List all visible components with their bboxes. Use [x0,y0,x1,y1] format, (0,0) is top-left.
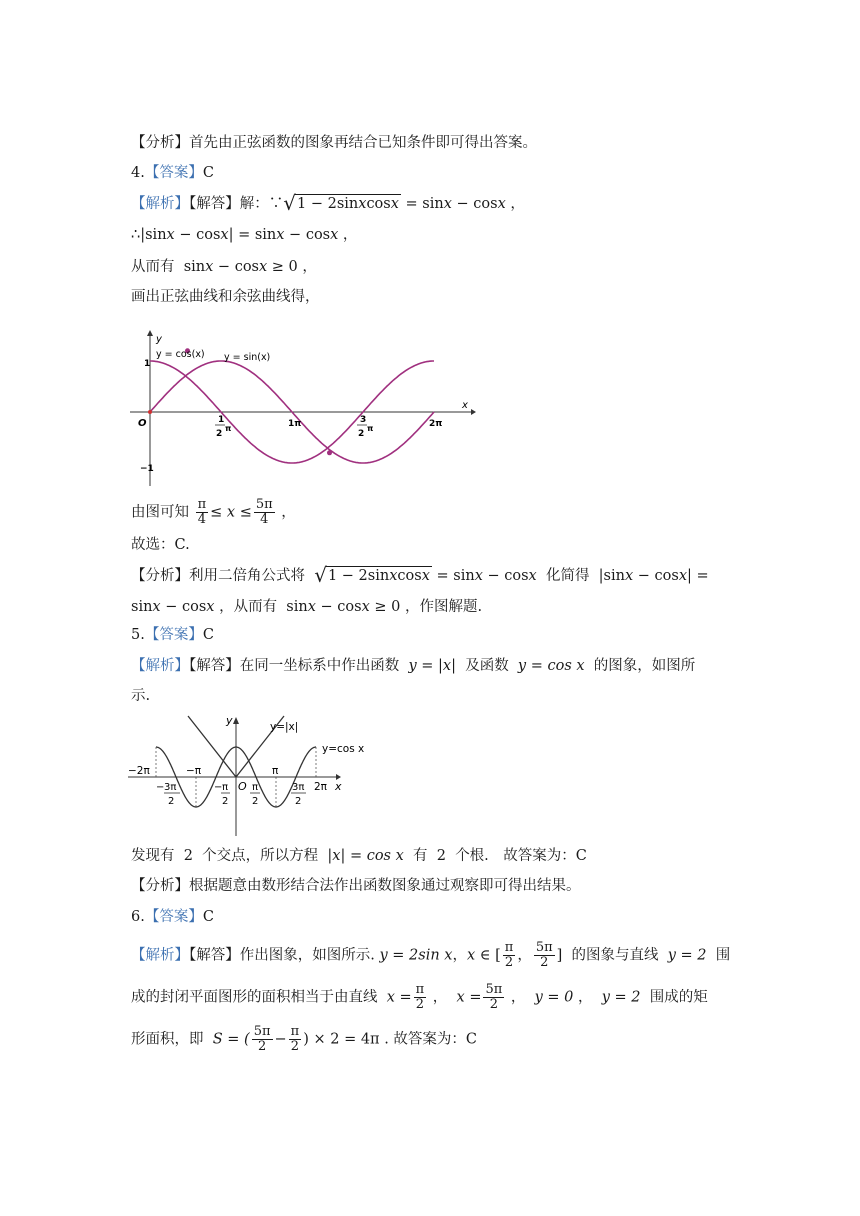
abs-left: |sin [598,568,625,584]
cos-label: y=cos x [322,743,365,755]
solution-text: 围成的矩 [649,989,708,1006]
tick-half-pi-den: 2 [216,429,223,439]
answer-line-5 [131,625,214,645]
sin-cos-graph [126,328,476,488]
origin-label: O [138,418,147,429]
solution-line-5b [131,686,150,706]
solution-text: 示. [131,688,151,704]
analysis-tag: 【分析】 [131,135,189,151]
x-axis-label: x [462,400,468,411]
var-x: x [678,568,688,584]
frac-num: 5π [253,1024,271,1039]
solution-text: . 故答案为：C [379,1031,478,1048]
tick-pi: π [272,765,279,777]
intersection-point [327,450,332,455]
solution-text: 及函数 [465,658,509,674]
frac-den: 2 [489,997,499,1012]
because-symbol: ∵ [268,196,284,212]
tick-neg-three-half-pi: 3π [164,782,177,793]
separator: ， [517,947,532,964]
analysis-text: ，作图解题. [400,599,483,615]
analysis-line-4b [131,597,482,617]
line-end: ， [505,196,525,212]
minus-cos: − cos [482,568,529,584]
fraction-5pi-2 [534,941,555,970]
solution-text: 的图象，如图所 [593,658,696,674]
solution-text: 成的封闭平面图形的面积相当于由直线 [131,989,378,1006]
minus-cos: − cos [174,227,221,243]
answer-tag: 【答案】 [144,909,203,925]
minus-cos: − cos [213,259,259,275]
choose-text: 故选：C. [131,537,190,553]
frac-num: 5π [535,940,553,955]
var-x: x [389,568,398,584]
sqrt-part1: 1 − 2sin [297,196,359,212]
analysis-text: 首先由正弦函数的图象再结合已知条件即可得出答案。 [189,135,537,151]
interval-close: ] [556,947,563,964]
answer-value: C [202,909,214,925]
answer-line-4 [131,163,214,183]
solution-line-4e [131,498,296,527]
var-x: x [259,259,268,275]
separator: ， [428,989,448,1006]
solution-prefix: 解： [239,196,269,212]
line-end: ， [297,259,317,275]
origin-label: O [238,780,247,793]
solution-line-5a [131,656,695,676]
line-y0: y = 0 [534,989,574,1006]
count-value: 2 [183,848,193,864]
tick-three-half-pi: 3π [292,782,305,793]
abs-label: y=|x| [270,721,299,733]
frac-den: 4 [260,512,269,527]
var-x: x [421,568,430,584]
tick-three-half-pi-sym: π [367,424,374,433]
fraction-5pi-2 [252,1025,273,1054]
answer-value: C [202,627,214,643]
frac-den: 2 [257,1039,267,1054]
function-cos: y = cos x [517,658,585,674]
analysis-text: ，从而有 [214,599,278,615]
var-x: x [205,259,214,275]
analysis-tag: 【分析】 [131,568,189,584]
tick-den: 2 [252,796,259,807]
x-axis-label: x [335,780,342,793]
abs-right: | = [687,568,709,584]
line-y2: y = 2 [667,947,707,964]
solution-text: 在同一坐标系中作出函数 [239,658,400,674]
cos-text: cos [397,568,422,584]
analysis-tag: 【分析】 [131,878,189,894]
cos-text: cos [366,196,391,212]
frac-den: 4 [197,512,207,527]
tick-pi: 1π [288,419,302,429]
tick-three-half-pi-den: 2 [358,429,365,439]
var-x: x [276,227,285,243]
var-x: x [474,568,483,584]
origin-point [148,410,152,414]
tick-three-half-pi-num: 3 [360,415,367,425]
eq-sin: = sin [431,568,475,584]
analysis-line-3 [131,133,537,153]
abs-right: | = sin [228,227,277,243]
sqrt-expression [326,566,432,585]
var-x: x [361,599,370,615]
question-number: 6. [131,909,145,925]
analysis-text: 根据题意由数形结合法作出函数图象通过观察即可得出结果。 [189,878,581,894]
svg-text:−: − [214,782,223,793]
text-prefix: 从而有 [131,259,175,275]
fraction-pi-2 [503,941,516,970]
x-eq: x = [386,989,412,1006]
solution-line-4a: 【解析】【解答】解：∵√1 − 2sinxcosx = sinx − cosx ， [131,191,525,215]
area-result: ) × 2 = 4π [303,1031,380,1048]
fraction-pi-4 [196,498,209,527]
question-number: 4. [131,165,145,181]
minus-cos: − cos [284,227,331,243]
frac-den: 2 [540,955,549,970]
y-tick-one: 1 [144,359,151,369]
answer-tag: 【答案】 [144,627,203,643]
var-x: x [528,568,537,584]
frac-num: π [290,1024,300,1039]
var-x: x [497,196,506,212]
solution-line-4c [131,257,317,277]
interval-open: ∈ [ [475,947,501,964]
y-axis-label: y [226,714,233,727]
var-x: x [166,227,175,243]
solution-text: 个根. 故答案为：C [455,848,587,864]
var-x: x [152,599,161,615]
area-expression: S = ( [212,1031,250,1048]
tick-two-pi: 2π [314,781,328,793]
tick-neg-two-pi: −2π [128,765,150,777]
var-x: x [220,227,229,243]
solution-line-6a [131,941,730,970]
ge-zero: ≥ 0 [369,599,401,615]
tick-two-pi: 2π [429,419,443,429]
minus-cos: − cos [160,599,207,615]
var-x: x [443,196,452,212]
sqrt-expression [295,194,401,213]
sin-label: y = sin(x) [224,352,271,363]
tick-den: 2 [168,796,175,807]
question-number: 5. [131,627,145,643]
fraction-5pi-2 [483,983,504,1012]
separator: ， [506,989,526,1006]
frac-num: π [197,497,207,512]
frac-den: 2 [290,1039,300,1054]
analysis-line-4a: 【分析】利用二倍角公式将 √1 − 2sinxcosx = sinx − cosx 化简得 |sinx − cosx| = [131,563,709,587]
fraction-5pi-4 [254,498,275,527]
var-x: x [466,947,476,964]
analysis-text: 利用二倍角公式将 [189,568,305,584]
y-tick-neg-one: −1 [140,464,154,474]
frac-den: 2 [415,997,425,1012]
solution-text: 的图象与直线 [571,947,659,964]
detail-tag: 【解答】 [189,947,240,964]
tick-half-pi: π [252,782,259,793]
solution-line-4b [131,225,357,245]
answer-tag: 【答案】 [144,165,203,181]
tick-den: 2 [222,796,229,807]
solution-text: 作出图象，如图所示. [239,947,375,964]
var-x: x [226,504,236,521]
analysis-text: 化简得 [545,568,590,584]
tick-half-pi-sym: π [225,424,232,433]
var-x: x [330,227,339,243]
var-x: x [624,568,634,584]
answer-value: C [202,165,214,181]
solution-line-6c [131,1025,477,1054]
fraction-pi-2 [289,1025,302,1054]
analysis-line-5 [131,876,581,896]
cos-label: y = cos(x) [156,349,205,360]
line-y2: y = 2 [601,989,641,1006]
abs-cos-graph [126,712,376,838]
therefore-symbol: ∴ [131,227,141,243]
solution-text: 围 [715,947,731,964]
frac-num: 5π [485,982,503,997]
solution-text: 个交点，所以方程 [202,848,319,864]
le-symbol: ≤ [210,504,223,521]
solution-text: 有 [413,848,428,864]
function-2sin: y = 2sin x [379,947,453,964]
frac-num: 5π [255,497,273,512]
minus-symbol: − [274,1031,287,1048]
ge-zero: ≥ 0 [267,259,298,275]
minus-cos: − cos [633,568,679,584]
solution-line-5c [131,846,587,866]
line-end: ， [338,227,358,243]
eq-sin: = sin [400,196,444,212]
expr-sin: sin [131,599,153,615]
answer-line-6 [131,907,214,927]
y-axis-label: y [156,334,162,345]
frac-num: π [415,982,425,997]
expr-sin: sin [286,599,308,615]
abs-left: |sin [140,227,167,243]
solution-line-4d [131,287,320,307]
separator: ， [573,989,593,1006]
minus-cos: − cos [451,196,498,212]
sqrt-part1: 1 − 2sin [327,568,390,584]
frac-den: 2 [504,955,514,970]
equation: |x| = cos x [327,848,404,864]
solution-tag: 【解析】 [131,658,189,674]
tick-neg-pi: −π [186,765,202,777]
line-end: ， [276,504,296,521]
solution-tag: 【解析】 [131,947,189,964]
tick-half-pi-num: 1 [218,415,225,425]
svg-text:−: − [156,782,165,793]
expr-sin: sin [183,259,206,275]
var-x: x [358,196,367,212]
var-x: x [206,599,215,615]
frac-num: π [504,940,514,955]
draw-text: 画出正弦曲线和余弦曲线得， [131,289,320,305]
minus-cos: − cos [315,599,362,615]
text-prefix: 由图可知 [131,504,189,521]
tick-neg-half-pi: π [222,782,229,793]
solution-text: 发现有 [131,848,175,864]
detail-tag: 【解答】 [189,658,240,674]
x-eq: x = [456,989,482,1006]
solution-line-6b [131,983,708,1012]
detail-tag: 【解答】 [189,196,240,212]
comma: ， [452,947,467,964]
solution-line-4f [131,535,190,555]
solution-tag: 【解析】 [131,196,189,212]
solution-text: 形面积，即 [131,1031,204,1048]
fraction-pi-2 [414,983,427,1012]
le-symbol: ≤ [239,504,252,521]
var-x: x [390,196,399,212]
var-x: x [307,599,316,615]
tick-den: 2 [295,796,302,807]
count-value: 2 [436,848,446,864]
function-abs: y = |x| [408,658,456,674]
